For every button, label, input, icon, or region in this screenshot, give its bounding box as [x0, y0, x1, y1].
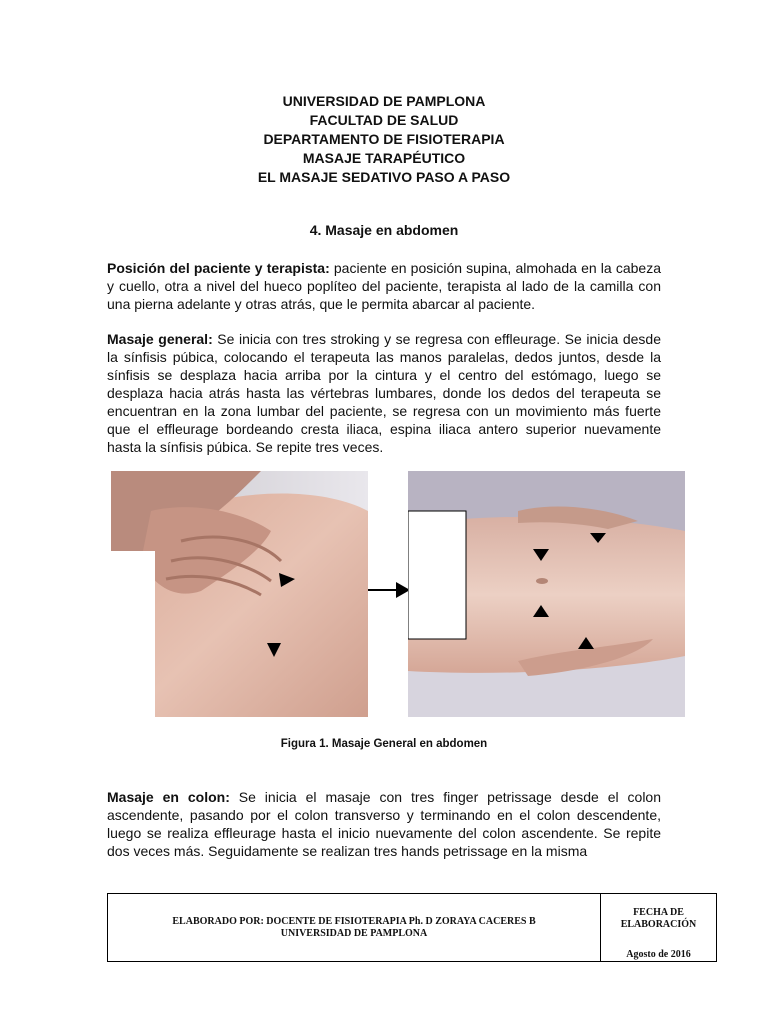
footer-date-label-2: ELABORACIÓN — [620, 919, 697, 930]
footer-date-label: FECHA DE — [633, 907, 684, 918]
document-header — [0, 92, 768, 187]
paragraph-body: Se inicia con tres stroking y se regresa con effleurage. Se inicia desde la sínfisis púbica, colocando el terapeuta las manos paralelas, dedos juntos, desde la sínfisis se desplaza hacia arriba por la cintura y el centro del estómago, luego se desplaza hacia atrás hasta las vértebras lumbares, donde los dedos del terapeuta se encuentran en la zona lumbar del paciente, se regresa con un movimiento más fuerte que el effleurage bordeando cresta iliaca, espina iliaca antero superior nuevamente hasta la sínfisis púbica. Se repite tres veces. — [107, 331, 661, 455]
paragraph-body: paciente en posición supina, almohada en la cabeza y cuello, otra a nivel del hueco poplíteo del paciente, terapista al lado de la camilla con una pierna adelante y otras atrás, que le permita abarcar al paciente. — [107, 260, 661, 312]
paragraph-position — [107, 259, 661, 313]
section-title: 4. Masaje en abdomen — [309, 222, 459, 238]
footer-author-line: ELABORADO POR: DOCENTE DE FISIOTERAPIA Ph. D ZORAYA CACERES B — [172, 915, 536, 927]
paragraph-general-massage — [107, 330, 661, 456]
footer-author-cell — [108, 894, 601, 961]
paragraph-lead: Posición del paciente y terapista: — [107, 260, 330, 276]
paragraph-colon-massage — [107, 788, 661, 860]
figure-caption: Figura 1. Masaje General en abdomen — [280, 738, 488, 750]
header-university: UNIVERSIDAD DE PAMPLONA — [282, 93, 486, 109]
footer-date-cell — [601, 894, 716, 961]
paragraph-lead: Masaje en colon: — [107, 789, 230, 805]
header-course: MASAJE TARAPÉUTICO — [302, 150, 466, 166]
header-faculty: FACULTAD DE SALUD — [309, 112, 459, 128]
photo-abdomen-side-view — [408, 471, 685, 717]
photo-hands-on-abdomen — [111, 471, 368, 717]
header-title: EL MASAJE SEDATIVO PASO A PASO — [257, 169, 511, 185]
footer-institution-line: UNIVERSIDAD DE PAMPLONA — [280, 927, 428, 939]
arrow-right-icon — [366, 578, 412, 602]
paragraph-body: Se inicia el masaje con tres finger petrissage desde el colon ascendente, pasando por el colon transverso y terminando en el colon descendente, luego se realiza effleurage hasta el inicio nuevamente del colon ascendente. Se repite dos veces más. Seguidamente se realizan tres hands petrissage en la misma — [107, 789, 661, 859]
header-department: DEPARTAMENTO DE FISIOTERAPIA — [263, 131, 505, 147]
footer-date-value: Agosto de 2016 — [626, 949, 691, 960]
footer-table — [107, 893, 717, 962]
paragraph-lead: Masaje general: — [107, 331, 213, 347]
